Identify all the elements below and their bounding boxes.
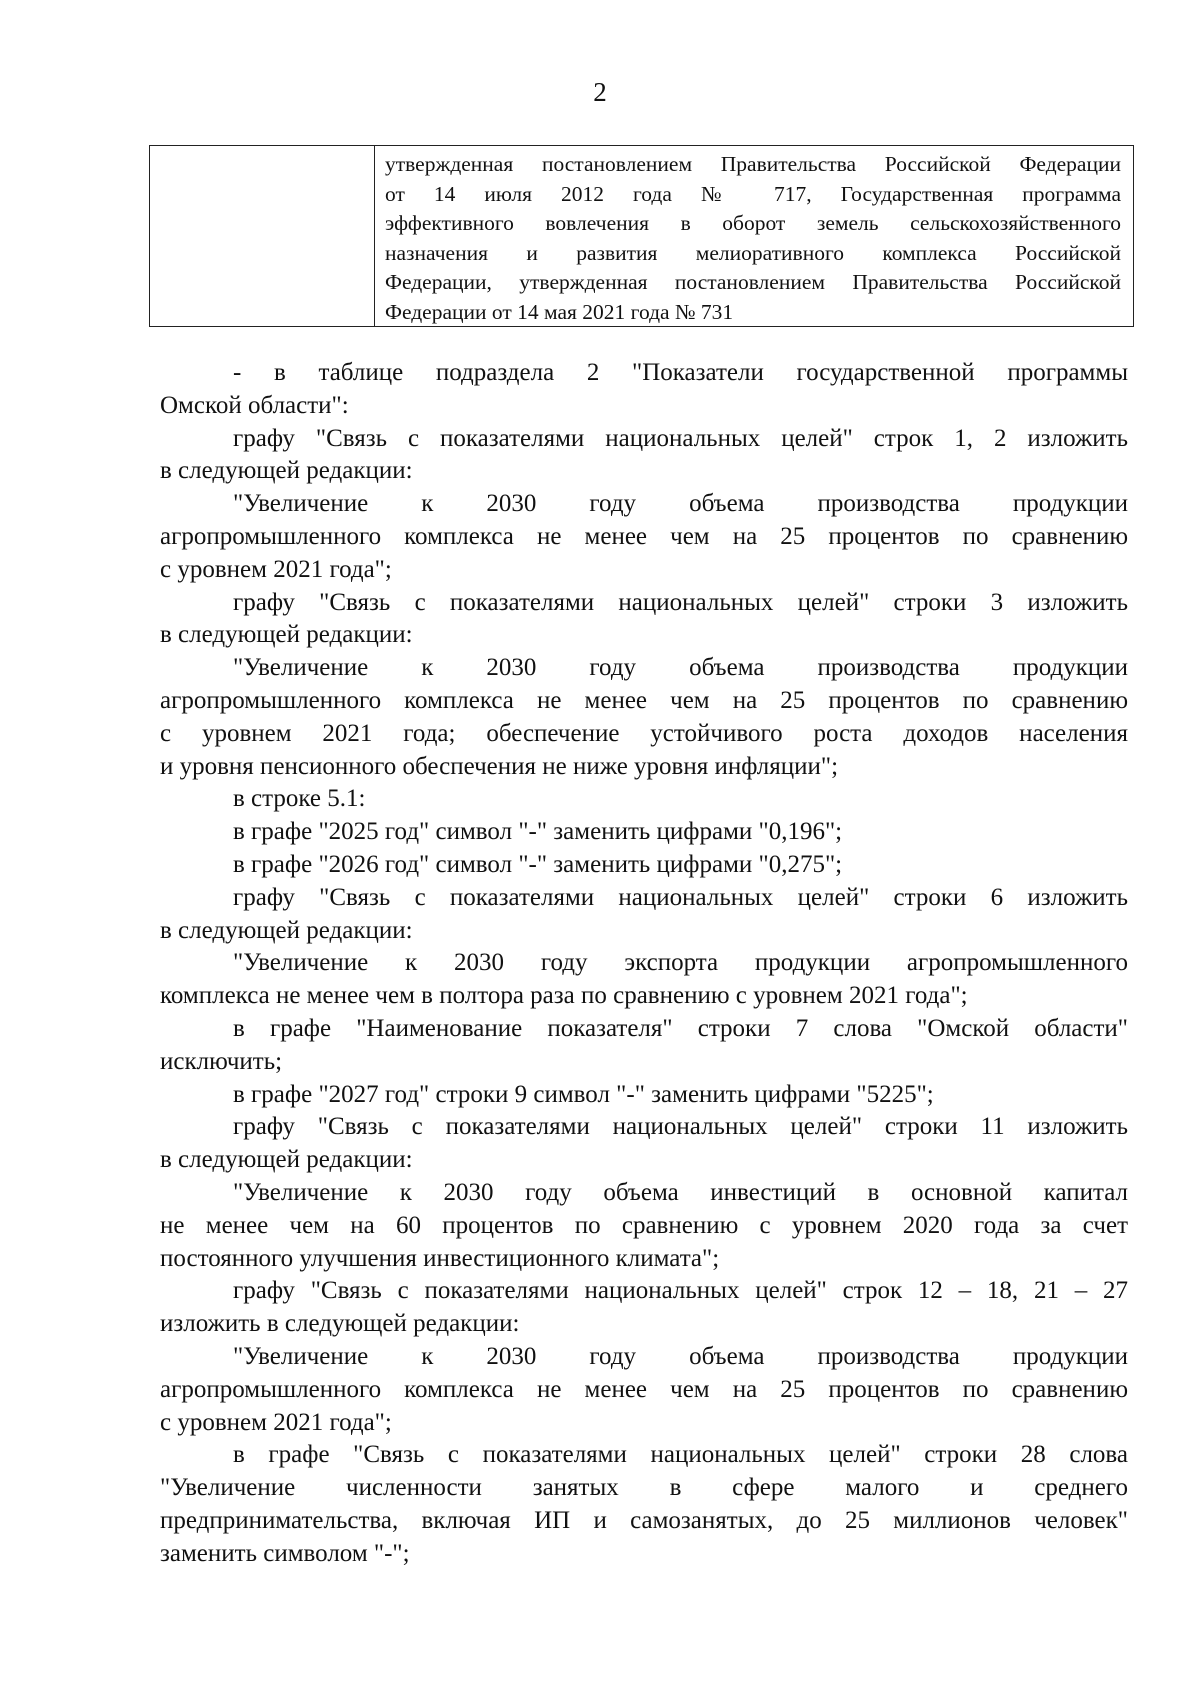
text-line: исключить; (160, 1047, 283, 1075)
text-line: агропромышленного комплекса не менее чем на 25 процентов по сравнению (160, 522, 1128, 550)
text-line: постоянного улучшения инвестиционного климата"; (160, 1244, 720, 1272)
text-line: "Увеличение к 2030 году объема производства продукции (233, 654, 1128, 682)
text-line: в графе "2026 год" символ "-" заменить цифрами "0,275"; (233, 850, 843, 878)
text-line: графу "Связь с показателями национальных целей" строки 11 изложить (233, 1113, 1128, 1141)
text-line: "Увеличение к 2030 году экспорта продукции агропромышленного (233, 949, 1128, 977)
table-text-line: Федерации от 14 мая 2021 года № 731 (385, 299, 734, 324)
text-line: предпринимательства, включая ИП и самозанятых, до 25 миллионов человек" (160, 1506, 1128, 1534)
table-text-line: Федерации, утвержденная постановлением Правительства Российской (385, 270, 1121, 294)
continuation-table (149, 145, 1134, 327)
text-line: графу "Связь с показателями национальных целей" строк 1, 2 изложить (233, 424, 1128, 452)
text-line: в графе "Наименование показателя" строки 7 слова "Омской области" (233, 1014, 1128, 1042)
text-line: в графе "2027 год" строки 9 символ "-" заменить цифрами "5225"; (233, 1080, 934, 1108)
text-line: заменить символом "-"; (160, 1539, 410, 1567)
text-line: "Увеличение к 2030 году объема производства продукции (233, 490, 1128, 518)
table-left-cell (150, 146, 375, 326)
text-line: агропромышленного комплекса не менее чем на 25 процентов по сравнению (160, 1375, 1128, 1403)
text-line: изложить в следующей редакции: (160, 1310, 520, 1338)
document-body (160, 357, 1128, 1570)
text-line: графу "Связь с показателями национальных целей" строки 3 изложить (233, 588, 1128, 616)
text-line: с уровнем 2021 года"; (160, 1408, 392, 1436)
text-line: Омской области": (160, 391, 349, 419)
text-line: "Увеличение численности занятых в сфере малого и среднего (160, 1474, 1128, 1502)
page-number: 2 (593, 77, 607, 107)
text-line: графу "Связь с показателями национальных целей" строки 6 изложить (233, 883, 1128, 911)
text-line: и уровня пенсионного обеспечения не ниже уровня инфляции"; (160, 752, 839, 780)
text-line: в графе "2025 год" символ "-" заменить цифрами "0,196"; (233, 818, 843, 846)
table-text-line: назначения и развития мелиоративного комплекса Российской (385, 240, 1121, 265)
text-line: не менее чем на 60 процентов по сравнению с уровнем 2020 года за счет (160, 1211, 1128, 1239)
text-line: агропромышленного комплекса не менее чем на 25 процентов по сравнению (160, 686, 1128, 714)
text-line: комплекса не менее чем в полтора раза по сравнению с уровнем 2021 года"; (160, 982, 968, 1010)
text-line: графу "Связь с показателями национальных целей" строк 12 – 18, 21 – 27 (233, 1277, 1128, 1305)
text-line: в следующей редакции: (160, 916, 413, 944)
text-line: в следующей редакции: (160, 457, 413, 485)
table-text-line: от 14 июля 2012 года № 717, Государственная программа (385, 181, 1121, 206)
text-line: - в таблице подраздела 2 "Показатели государственной программы (233, 359, 1128, 386)
text-line: в графе "Связь с показателями национальных целей" строки 28 слова (233, 1441, 1128, 1469)
text-line: в строке 5.1: (233, 785, 366, 813)
table-right-cell (375, 146, 1133, 326)
table-text-line: эффективного вовлечения в оборот земель сельскохозяйственного (385, 211, 1121, 235)
text-line: с уровнем 2021 года"; (160, 555, 392, 583)
text-line: с уровнем 2021 года; обеспечение устойчивого роста доходов населения (160, 719, 1128, 747)
text-line: "Увеличение к 2030 году объема производства продукции (233, 1342, 1128, 1370)
text-line: в следующей редакции: (160, 621, 413, 649)
table-text-line: утвержденная постановлением Правительства Российской Федерации (385, 152, 1121, 176)
text-line: в следующей редакции: (160, 1146, 413, 1174)
text-line: "Увеличение к 2030 году объема инвестиций в основной капитал (233, 1178, 1128, 1206)
